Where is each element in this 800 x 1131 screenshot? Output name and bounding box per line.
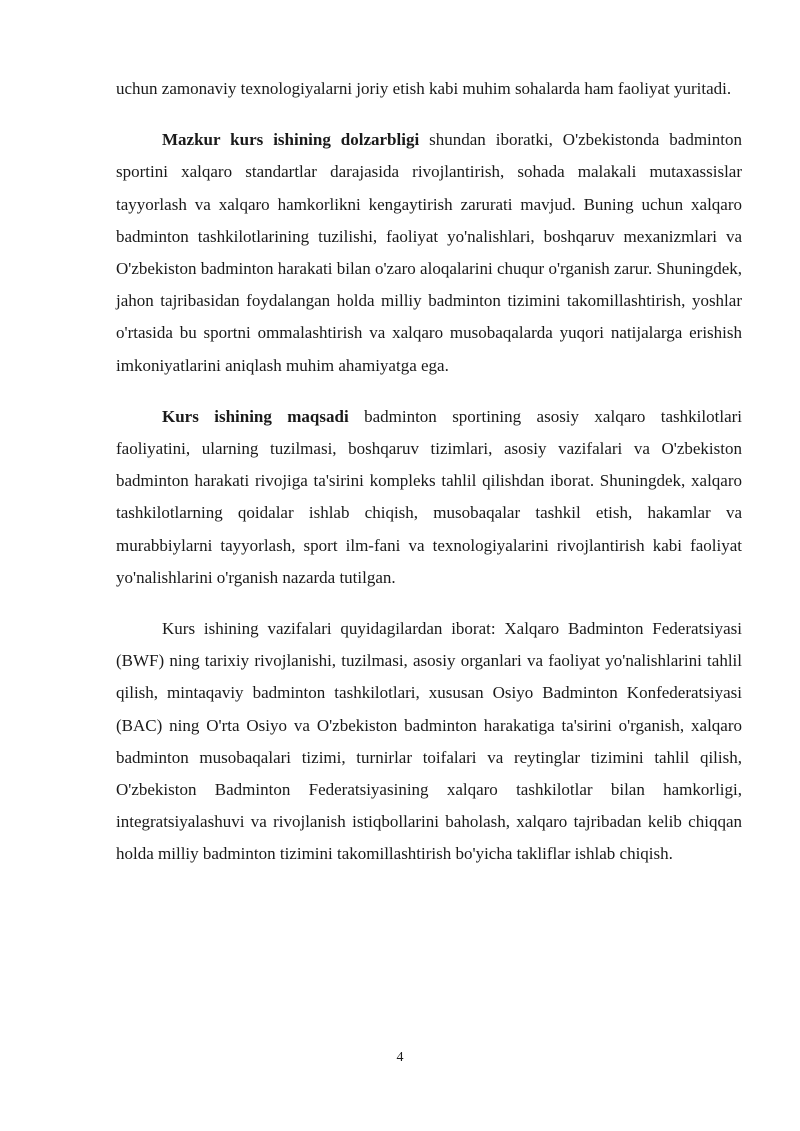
paragraph-bold-lead: Kurs ishining maqsadi (162, 406, 349, 426)
paragraph-text: shundan iboratki, O'zbekistonda badminton sportini xalqaro standartlar darajasida rivojlantirish, sohada malakali mutaxassislar tayyorlash va xalqaro hamkorlikni kengaytirish zarurati mavjud. Buning uchun xalqaro badminton tashkilotlarining tuzilishi, faoliyat yo'nalishlari, boshqaruv mexanizmlari va O'zbekiston badminton harakati bilan o'zaro aloqalarini chuqur o'rganish zarur. Shuningdek, jahon tajribasidan foydalangan holda milliy badminton tizimini takomillashtirish, yoshlar o'rtasida bu sportni ommalashtirish va xalqaro musobaqalarda yuqori natijalarga erishish imkoniyatlarini aniqlash muhim ahamiyatga ega. (116, 130, 742, 375)
paragraph-text: uchun zamonaviy texnologiyalarni joriy etish kabi muhim sohalarda ham faoliyat yuritadi. (116, 79, 732, 98)
paragraph-tasks (116, 613, 742, 871)
paragraph-relevance (116, 124, 742, 382)
paragraph-text: Kurs ishining vazifalari quyidagilardan iborat: Xalqaro Badminton Federatsiyasi (BWF) ning tarixiy rivojlanishi, tuzilmasi, asosiy organlari va faoliyat yo'nalishlarini tahlil qilish, mintaqaviy badminton tashkilotlari, xususan Osiyo Badminton Konfederatsiyasi (BAC) ning O'rta Osiyo va O'zbekiston badminton harakatiga ta'sirini o'rganish, xalqaro badminton musobaqalari tizimi, turnirlar toifalari va reytinglar tizimini tahlil qilish, O'zbekiston Badminton Federatsiyasining xalqaro tashkilotlar bilan hamkorligi, integratsiyalashuvi va rivojlanish istiqbollarini baholash, xalqaro tajribadan kelib chiqqan holda milliy badminton tizimini takomillashtirish bo'yicha takliflar ishlab chiqish. (116, 619, 742, 864)
paragraph-text: badminton sportining asosiy xalqaro tashkilotlari faoliyatini, ularning tuzilmasi, boshqaruv tizimlari, asosiy vazifalari va O'zbekiston badminton harakati rivojiga ta'sirini kompleks tahlil qilishdan iborat. Shuningdek, xalqaro tashkilotlarning qoidalar ishlab chiqish, musobaqalar tashkil etish, hakamlar va murabbiylarni tayyorlash, sport ilm-fani va texnologiyalarini rivojlantirish kabi faoliyat yo'nalishlarini o'rganish nazarda tutilgan. (116, 406, 742, 587)
document-body (116, 73, 742, 871)
paragraph-bold-lead: Mazkur kurs ishining dolzarbligi (162, 130, 420, 150)
paragraph-goal (116, 401, 742, 594)
page-number: 4 (396, 1050, 404, 1065)
paragraph-continuation (116, 73, 742, 105)
